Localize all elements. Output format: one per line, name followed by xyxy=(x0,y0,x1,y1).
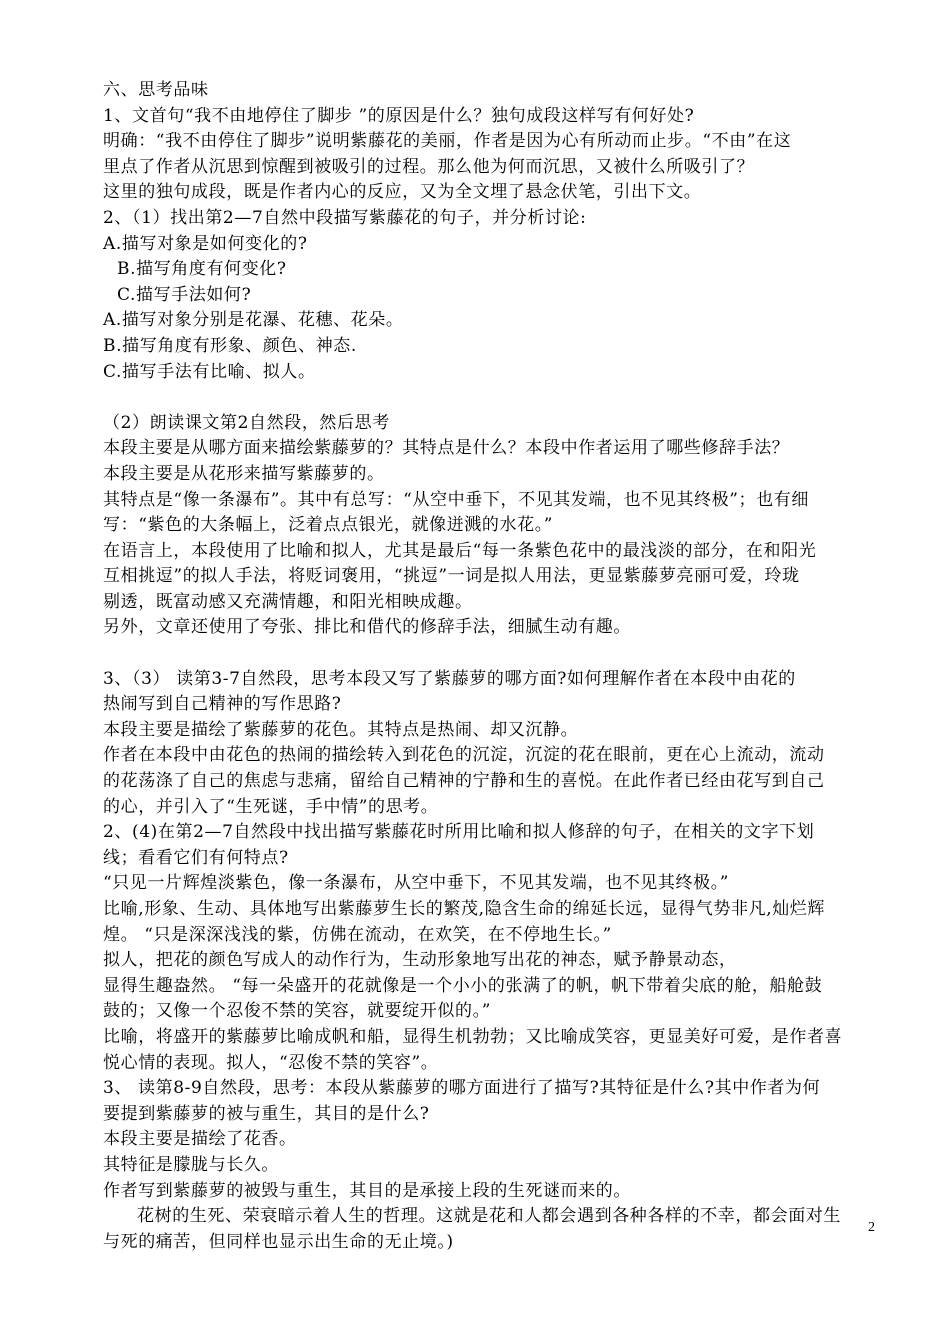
text-line: 明确：“我不由停住了脚步”说明紫藤花的美丽，作者是因为心有所动而止步。“不由”在这 xyxy=(103,131,792,152)
text-line: A.描写对象是如何变化的? xyxy=(103,233,308,254)
text-line: 另外，文章还使用了夸张、排比和借代的修辞手法，细腻生动有趣。 xyxy=(103,617,631,638)
text-line: 拟人，把花的颜色写成人的动作行为，生动形象地写出花的神态，赋予静景动态， xyxy=(103,950,737,971)
text-line: C.描写手法有比喻、拟人。 xyxy=(103,361,316,382)
text-line: 比喻,形象、生动、具体地写出紫藤萝生长的繁茂,隐含生命的绵延长远，显得气势非凡,灿烂辉 xyxy=(103,899,826,919)
text-line: （2）朗读课文第2自然段，然后思考 xyxy=(103,412,390,433)
text-line: 的心，并引入了“生死谜，手中情”的思考。 xyxy=(103,796,439,817)
text-line: 1、文首句“我不由地停住了脚步 ”的原因是什么？独句成段这样写有何好处? xyxy=(103,105,695,126)
text-line: 热闹写到自己精神的写作思路? xyxy=(103,694,342,715)
text-line: 剔透，既富动感又充满情趣，和阳光相映成趣。 xyxy=(103,591,473,612)
text-line: 本段主要是从哪方面来描绘紫藤萝的？其特点是什么？本段中作者运用了哪些修辞手法？ xyxy=(103,438,790,459)
document-body xyxy=(103,78,883,1255)
text-line: 3、（3） 读第3-7自然段，思考本段又写了紫藤萝的哪方面?如何理解作者在本段中由花的 xyxy=(103,668,796,689)
text-line: 要提到紫藤萝的被与重生，其目的是什么? xyxy=(103,1103,430,1124)
text-line: 这里的独句成段，既是作者内心的反应，又为全文埋了悬念伏笔，引出下文。 xyxy=(103,182,702,203)
text-line: 本段主要是描绘了紫藤萝的花色。其特点是热闹、却又沉静。 xyxy=(103,719,579,740)
text-line: 其特点是“像一条瀑布”。其中有总写：“从空中垂下，不见其发端，也不见其终极”；也有细 xyxy=(103,489,809,510)
text-line: 在语言上，本段使用了比喻和拟人，尤其是最后“每一条紫色花中的最浅淡的部分，在和阳光 xyxy=(103,540,817,561)
text-line: A.描写对象分别是花瀑、花穗、花朵。 xyxy=(103,310,404,331)
page-number: 2 xyxy=(868,1220,875,1235)
text-line: 显得生趣盎然。 “每一朵盛开的花就像是一个小小的张满了的帆，帆下带着尖底的舱，船舱鼓 xyxy=(103,975,823,996)
text-line: 煌。 “只是深深浅浅的紫，仿佛在流动，在欢笑，在不停地生长。” xyxy=(103,924,612,945)
text-line: 2、(4)在第2—7自然段中找出描写紫藤花时所用比喻和拟人修辞的句子，在相关的文字下划 xyxy=(103,822,815,843)
text-line: 里点了作者从沉思到惊醒到被吸引的过程。那么他为何而沉思，又被什么所吸引了？ xyxy=(103,156,755,177)
text-line: 的花荡涤了自己的焦虑与悲痛，留给自己精神的宁静和生的喜悦。在此作者已经由花写到自己 xyxy=(103,771,825,792)
text-line: 3、 读第8-9自然段，思考：本段从紫藤萝的哪方面进行了描写?其特征是什么?其中作者为何 xyxy=(103,1078,821,1099)
text-line: C.描写手法如何? xyxy=(117,284,252,305)
blank-line xyxy=(103,385,883,411)
text-line: 与死的痛苦，但同样也显示出生命的无止境。) xyxy=(103,1231,454,1252)
text-line: 其特征是朦胧与长久。 xyxy=(103,1154,279,1175)
text-line: 写：“紫色的大条幅上，泛着点点银光，就像迸溅的水花。” xyxy=(103,515,554,536)
text-line: “只见一片辉煌淡紫色，像一条瀑布，从空中垂下，不见其发端，也不见其终极。” xyxy=(103,873,730,894)
text-line: 本段主要是从花形来描写紫藤萝的。 xyxy=(103,463,385,484)
text-line: 悦心情的表现。拟人，“忍俊不禁的笑容”。 xyxy=(103,1052,439,1073)
text-line: B.描写角度有形象、颜色、神态. xyxy=(103,335,357,356)
text-line: 作者在本段中由花色的热闹的描绘转入到花色的沉淀，沉淀的花在眼前，更在心上流动，流动 xyxy=(103,745,825,766)
text-line: 鼓的；又像一个忍俊不禁的笑容，就要绽开似的。” xyxy=(103,1001,491,1022)
text-line: B.描写角度有何变化? xyxy=(117,259,287,280)
text-line: 花树的生死、荣衰暗示着人生的哲理。这就是花和人都会遇到各种各样的不幸，都会面对生 xyxy=(137,1206,841,1227)
text-line: 本段主要是描绘了花香。 xyxy=(103,1129,297,1150)
text-line: 互相挑逗”的拟人手法，将贬词褒用，“挑逗”一词是拟人用法，更显紫藤萝亮丽可爱，玲珑 xyxy=(103,566,800,587)
text-line: 六、思考品味 xyxy=(103,80,209,100)
text-line: 线；看看它们有何特点? xyxy=(103,847,289,868)
blank-line xyxy=(103,641,883,667)
text-line: 比喻，将盛开的紫藤萝比喻成帆和船，显得生机勃勃；又比喻成笑容，更显美好可爱，是作者喜 xyxy=(103,1026,843,1047)
text-line: 作者写到紫藤萝的被毁与重生，其目的是承接上段的生死谜而来的。 xyxy=(103,1180,631,1201)
text-line: 2、（1）找出第2—7自然中段描写紫藤花的句子，并分析讨论: xyxy=(103,207,587,228)
